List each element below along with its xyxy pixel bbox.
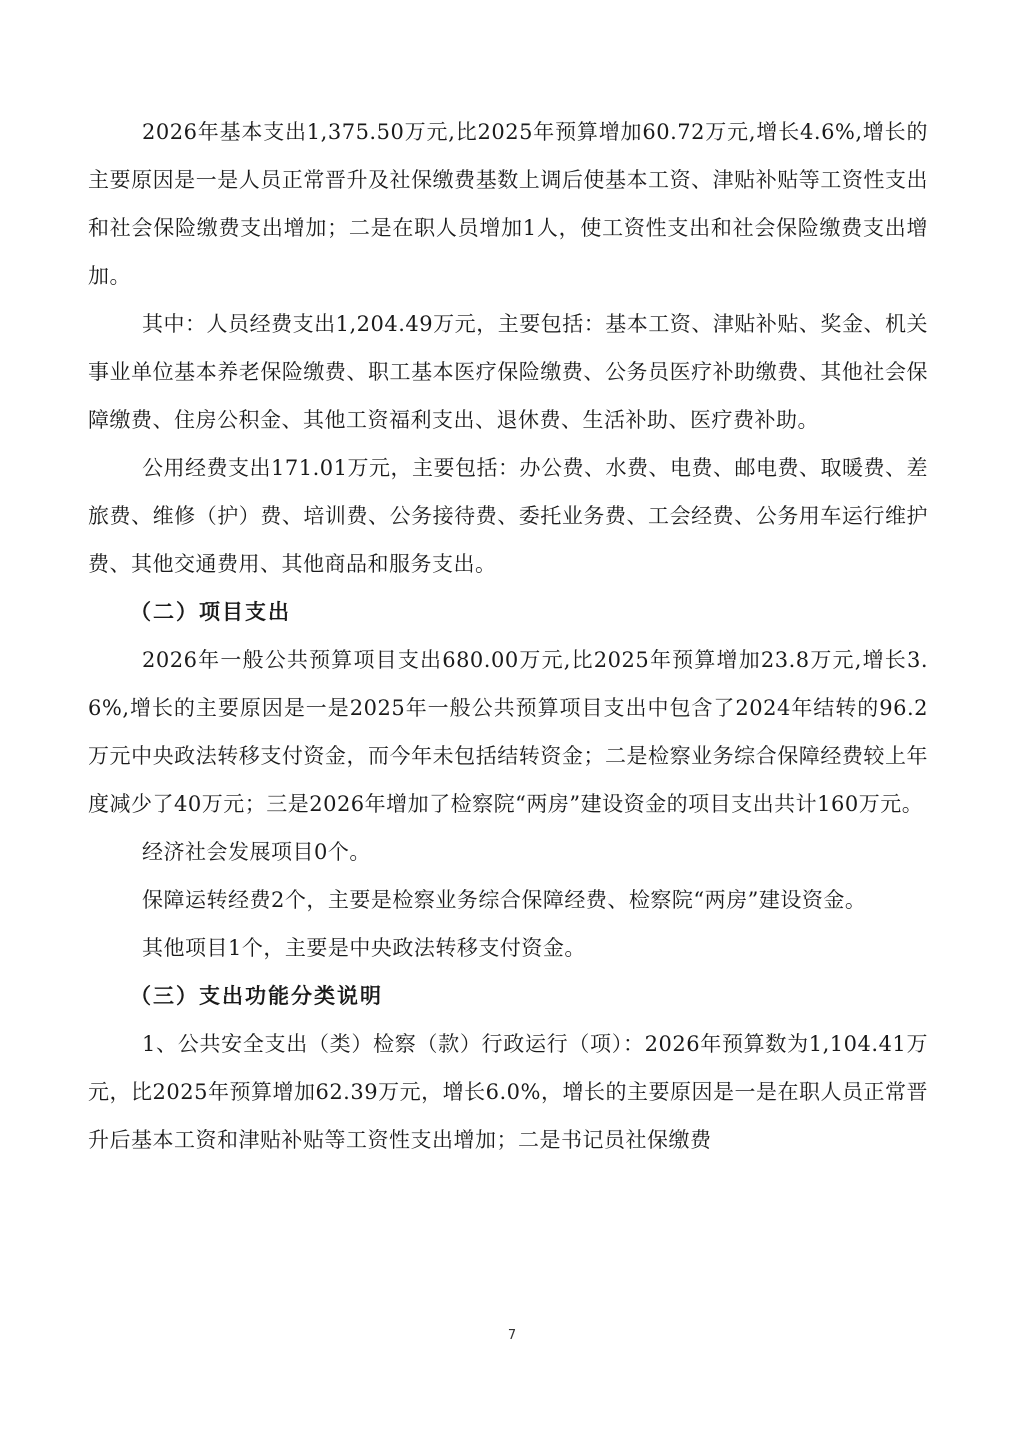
paragraph-public-security-expenditure: 1、公共安全支出（类）检察（款）行政运行（项）：2026年预算数为1,104.41万元，比2025年预算增加62.39万元，增长6.0%，增长的主要原因是一是在职人员正常晋升后基本工资和津贴补贴等工资性支出增加；二是书记员社保缴费 bbox=[88, 1032, 928, 1152]
paragraph-basic-expenditure: 2026年基本支出1,375.50万元,比2025年预算增加60.72万元,增长4.6%,增长的主要原因是一是人员正常晋升及社保缴费基数上调后使基本工资、津贴补贴等工资性支出和社会保险缴费支出增加；二是在职人员增加1人，使工资性支出和社会保险缴费支出增加。 bbox=[88, 120, 928, 288]
page-number: 7 bbox=[507, 1328, 517, 1343]
paragraph-operating-funds: 保障运转经费2个，主要是检察业务综合保障经费、检察院“两房”建设资金。 bbox=[142, 888, 867, 912]
paragraph-personnel-expenses: 其中：人员经费支出1,204.49万元，主要包括：基本工资、津贴补贴、奖金、机关事业单位基本养老保险缴费、职工基本医疗保险缴费、公务员医疗补助缴费、其他社会保障缴费、住房公积金、其他工资福利支出、退休费、生活补助、医疗费补助。 bbox=[88, 312, 928, 432]
section-heading-project-expenditure: （二）项目支出 bbox=[130, 600, 291, 624]
paragraph-economic-projects: 经济社会发展项目0个。 bbox=[142, 840, 371, 864]
section-heading-function-classification: （三）支出功能分类说明 bbox=[130, 984, 383, 1008]
document-body bbox=[88, 108, 928, 1164]
paragraph-project-expenditure: 2026年一般公共预算项目支出680.00万元,比2025年预算增加23.8万元,增长3.6%,增长的主要原因是一是2025年一般公共预算项目支出中包含了2024年结转的96.2万元中央政法转移支付资金，而今年未包括结转资金；二是检察业务综合保障经费较上年度减少了40万元；三是2026年增加了检察院“两房”建设资金的项目支出共计160万元。 bbox=[88, 648, 928, 816]
paragraph-public-expenses: 公用经费支出171.01万元，主要包括：办公费、水费、电费、邮电费、取暖费、差旅费、维修（护）费、培训费、公务接待费、委托业务费、工会经费、公务用车运行维护费、其他交通费用、其他商品和服务支出。 bbox=[88, 456, 928, 576]
paragraph-other-projects: 其他项目1个，主要是中央政法转移支付资金。 bbox=[142, 936, 586, 960]
